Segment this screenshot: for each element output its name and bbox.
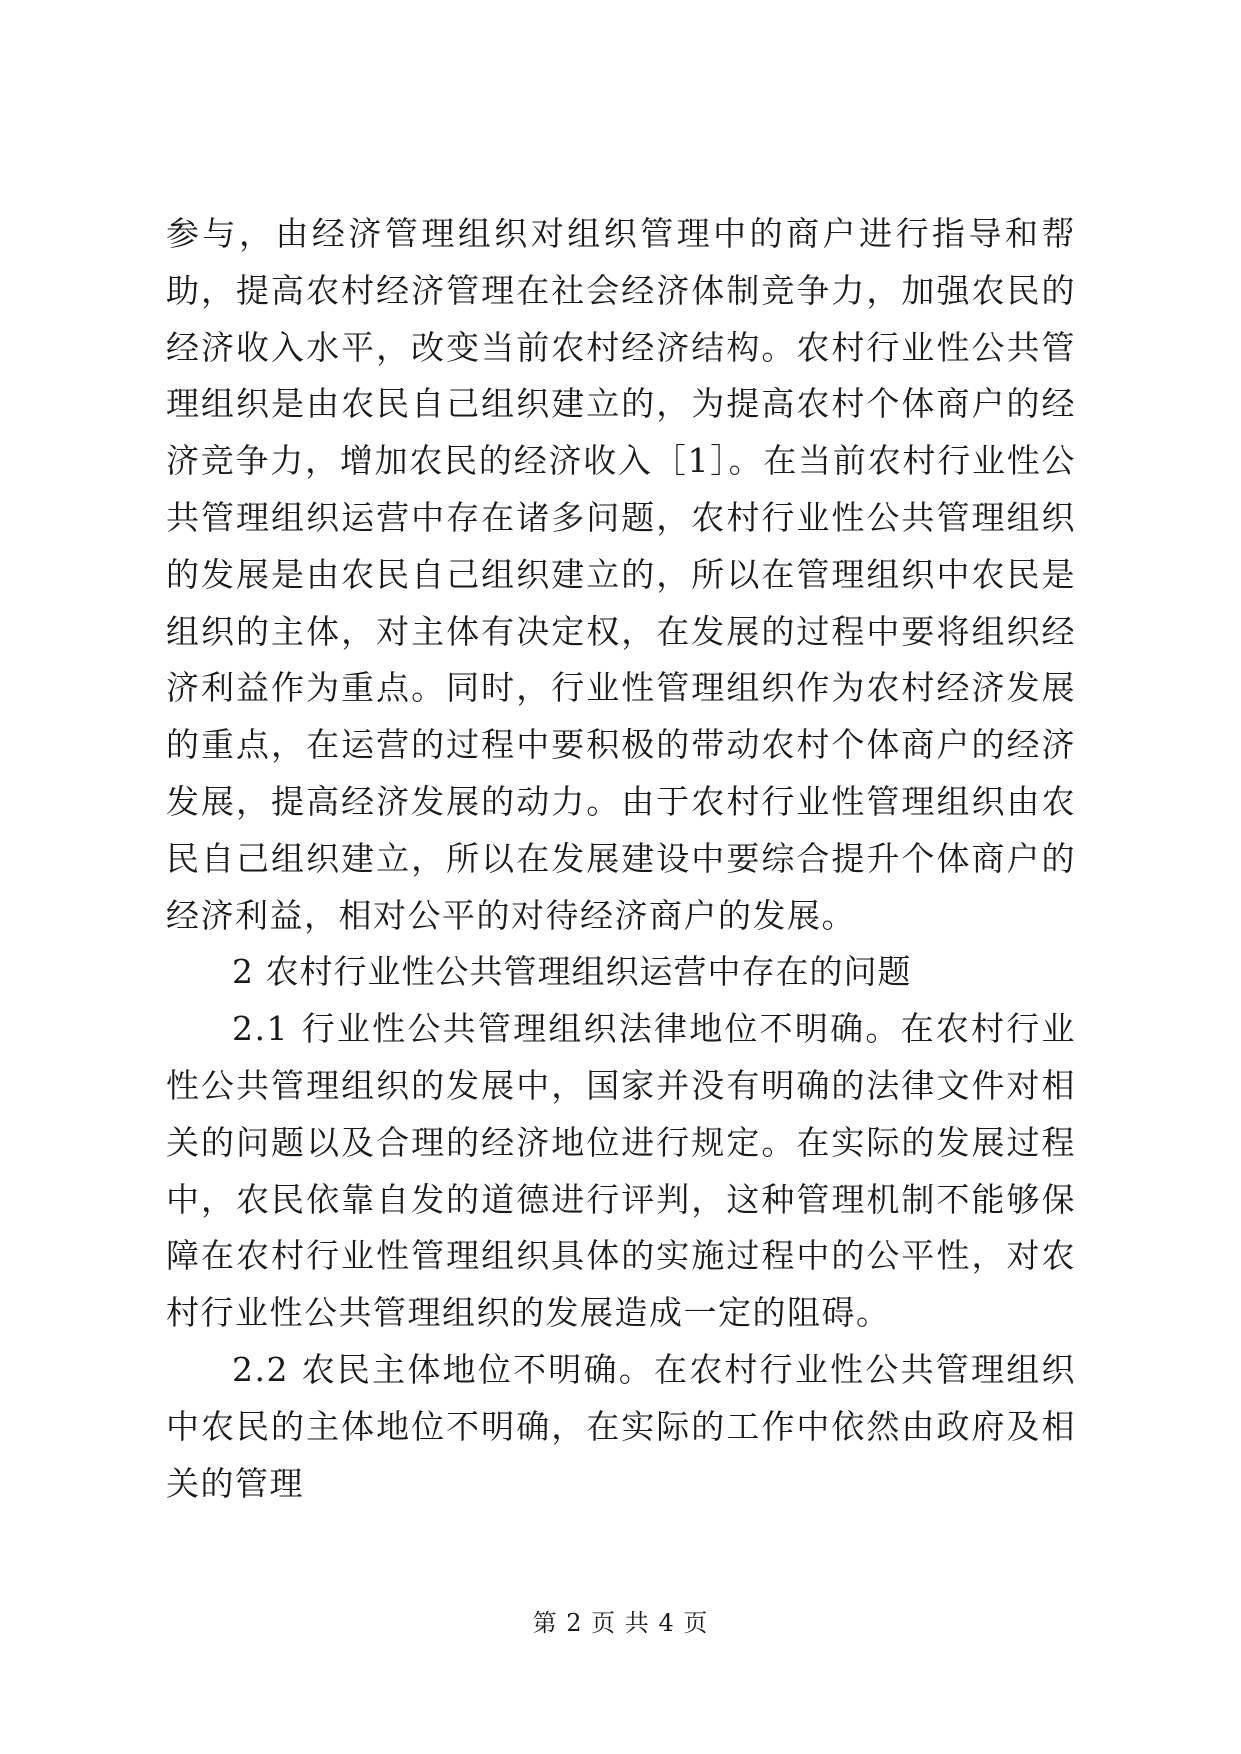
document-body <box>166 206 1076 1512</box>
page-footer: 第 2 页 共 4 页 <box>532 1609 709 1637</box>
subsection-paragraph-2-2: 2.2 农民主体地位不明确。在农村行业性公共管理组织中农民的主体地位不明确，在实际的工作中依然由政府及相关的管理 <box>166 1349 1076 1503</box>
body-paragraph: 参与，由经济管理组织对组织管理中的商户进行指导和帮助，提高农村经济管理在社会经济体制竞争力，加强农民的经济收入水平，改变当前农村经济结构。农村行业性公共管理组织是由农民自己组织建立的，为提高农村个体商户的经济竞争力，增加农民的经济收入［1］。在当前农村行业性公共管理组织运营中存在诸多问题，农村行业性公共管理组织的发展是由农民自己组织建立的，所以在管理组织中农民是组织的主体，对主体有决定权，在发展的过程中要将组织经济利益作为重点。同时，行业性管理组织作为农村经济发展的重点，在运营的过程中要积极的带动农村个体商户的经济发展，提高经济发展的动力。由于农村行业性管理组织由农民自己组织建立，所以在发展建设中要综合提升个体商户的经济利益，相对公平的对待经济商户的发展。 <box>166 214 1076 935</box>
section-heading: 2 农村行业性公共管理组织运营中存在的问题 <box>232 952 912 992</box>
subsection-paragraph-2-1: 2.1 行业性公共管理组织法律地位不明确。在农村行业性公共管理组织的发展中，国家并没有明确的法律文件对相关的问题以及合理的经济地位进行规定。在实际的发展过程中，农民依靠自发的道德进行评判，这种管理机制不能够保障在农村行业性管理组织具体的实施过程中的公平性，对农村行业性公共管理组织的发展造成一定的阻碍。 <box>166 1009 1076 1333</box>
